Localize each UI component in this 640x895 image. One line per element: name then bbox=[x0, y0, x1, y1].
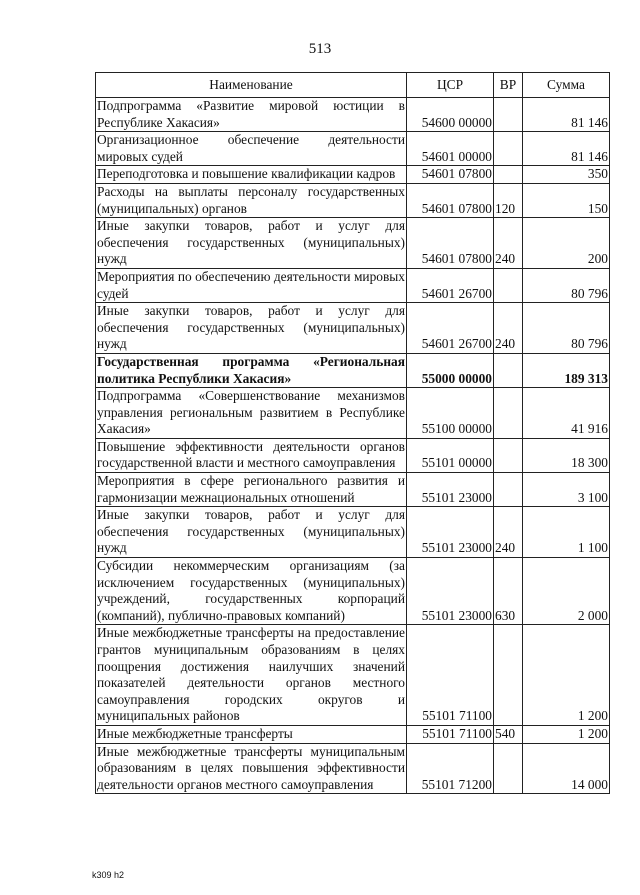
row-vr-cell: 630 bbox=[494, 558, 523, 625]
row-vr-cell: 240 bbox=[494, 507, 523, 558]
row-vr-cell bbox=[494, 473, 523, 507]
row-csr-cell: 54601 26700 bbox=[407, 268, 494, 302]
table-row bbox=[96, 218, 610, 269]
table-row bbox=[96, 473, 610, 507]
row-sum-cell: 150 bbox=[523, 183, 610, 217]
row-name-cell: Переподготовка и повышение квалификации кадров bbox=[96, 166, 407, 184]
table-header-row bbox=[96, 73, 610, 98]
row-csr-cell: 55101 23000 bbox=[407, 507, 494, 558]
row-csr-cell: 54601 00000 bbox=[407, 132, 494, 166]
row-sum-cell: 81 146 bbox=[523, 132, 610, 166]
row-sum-cell: 14 000 bbox=[523, 743, 610, 794]
row-sum-cell: 189 313 bbox=[523, 353, 610, 387]
table-row bbox=[96, 388, 610, 439]
row-name-cell: Подпрограмма «Развитие мировой юстиции в Республике Хакасия» bbox=[96, 98, 407, 132]
table-row bbox=[96, 268, 610, 302]
footer-code: k309 h2 bbox=[92, 870, 125, 880]
table-row bbox=[96, 353, 610, 387]
row-csr-cell: 54601 07800 bbox=[407, 166, 494, 184]
budget-table bbox=[95, 72, 610, 794]
row-vr-cell bbox=[494, 353, 523, 387]
row-vr-cell bbox=[494, 743, 523, 794]
header-sum: Сумма bbox=[523, 73, 610, 98]
row-sum-cell: 41 916 bbox=[523, 388, 610, 439]
row-csr-cell: 54600 00000 bbox=[407, 98, 494, 132]
row-sum-cell: 2 000 bbox=[523, 558, 610, 625]
row-csr-cell: 55101 23000 bbox=[407, 558, 494, 625]
header-csr: ЦСР bbox=[407, 73, 494, 98]
table-row bbox=[96, 132, 610, 166]
row-csr-cell: 54601 07800 bbox=[407, 183, 494, 217]
table-row bbox=[96, 558, 610, 625]
row-sum-cell: 18 300 bbox=[523, 438, 610, 472]
row-csr-cell: 55000 00000 bbox=[407, 353, 494, 387]
row-csr-cell: 54601 26700 bbox=[407, 303, 494, 354]
table-row bbox=[96, 725, 610, 743]
row-csr-cell: 55101 23000 bbox=[407, 473, 494, 507]
row-vr-cell: 240 bbox=[494, 218, 523, 269]
row-vr-cell bbox=[494, 166, 523, 184]
row-vr-cell bbox=[494, 132, 523, 166]
row-csr-cell: 55100 00000 bbox=[407, 388, 494, 439]
row-sum-cell: 350 bbox=[523, 166, 610, 184]
row-sum-cell: 1 200 bbox=[523, 725, 610, 743]
row-csr-cell: 55101 71200 bbox=[407, 743, 494, 794]
row-name-cell: Иные закупки товаров, работ и услуг для обеспечения государственных (муниципальных) нужд bbox=[96, 507, 407, 558]
row-vr-cell bbox=[494, 388, 523, 439]
table-row bbox=[96, 743, 610, 794]
table-row bbox=[96, 507, 610, 558]
row-csr-cell: 54601 07800 bbox=[407, 218, 494, 269]
row-sum-cell: 81 146 bbox=[523, 98, 610, 132]
row-sum-cell: 200 bbox=[523, 218, 610, 269]
row-vr-cell: 240 bbox=[494, 303, 523, 354]
row-csr-cell: 55101 71100 bbox=[407, 625, 494, 726]
row-name-cell: Расходы на выплаты персоналу государственных (муниципальных) органов bbox=[96, 183, 407, 217]
row-name-cell: Организационное обеспечение деятельности мировых судей bbox=[96, 132, 407, 166]
row-name-cell: Подпрограмма «Совершенствование механизмов управления региональным развитием в Республике Хакасия» bbox=[96, 388, 407, 439]
row-csr-cell: 55101 71100 bbox=[407, 725, 494, 743]
row-name-cell: Повышение эффективности деятельности органов государственной власти и местного самоуправления bbox=[96, 438, 407, 472]
row-sum-cell: 1 100 bbox=[523, 507, 610, 558]
row-name-cell: Иные закупки товаров, работ и услуг для обеспечения государственных (муниципальных) нужд bbox=[96, 303, 407, 354]
table-body bbox=[96, 98, 610, 794]
row-vr-cell bbox=[494, 438, 523, 472]
row-name-cell: Иные закупки товаров, работ и услуг для обеспечения государственных (муниципальных) нужд bbox=[96, 218, 407, 269]
table-row bbox=[96, 625, 610, 726]
row-name-cell: Иные межбюджетные трансферты bbox=[96, 725, 407, 743]
row-name-cell: Мероприятия по обеспечению деятельности мировых судей bbox=[96, 268, 407, 302]
row-name-cell: Субсидии некоммерческим организациям (за исключением государственных (муниципальных) учреждений, государственных корпораций (компаний), публично-правовых компаний) bbox=[96, 558, 407, 625]
row-name-cell: Иные межбюджетные трансферты на предоставление грантов муниципальным образованиям в целях поощрения достижения наилучших значений показателей деятельности органов местного самоуправления городских округов и муниципальных районов bbox=[96, 625, 407, 726]
table-row bbox=[96, 98, 610, 132]
row-vr-cell: 540 bbox=[494, 725, 523, 743]
row-sum-cell: 80 796 bbox=[523, 268, 610, 302]
row-sum-cell: 1 200 bbox=[523, 625, 610, 726]
row-vr-cell bbox=[494, 98, 523, 132]
table-row bbox=[96, 166, 610, 184]
table-row bbox=[96, 183, 610, 217]
row-name-cell: Иные межбюджетные трансферты муниципальным образованиям в целях повышения эффективности деятельности органов местного самоуправления bbox=[96, 743, 407, 794]
table-row bbox=[96, 438, 610, 472]
row-vr-cell bbox=[494, 268, 523, 302]
row-name-cell: Государственная программа «Региональная политика Республики Хакасия» bbox=[96, 353, 407, 387]
header-vr: ВР bbox=[494, 73, 523, 98]
page-number: 513 bbox=[308, 41, 332, 57]
table-row bbox=[96, 303, 610, 354]
row-csr-cell: 55101 00000 bbox=[407, 438, 494, 472]
row-vr-cell bbox=[494, 625, 523, 726]
row-sum-cell: 3 100 bbox=[523, 473, 610, 507]
row-name-cell: Мероприятия в сфере регионального развития и гармонизации межнациональных отношений bbox=[96, 473, 407, 507]
header-name: Наименование bbox=[96, 73, 407, 98]
row-sum-cell: 80 796 bbox=[523, 303, 610, 354]
row-vr-cell: 120 bbox=[494, 183, 523, 217]
